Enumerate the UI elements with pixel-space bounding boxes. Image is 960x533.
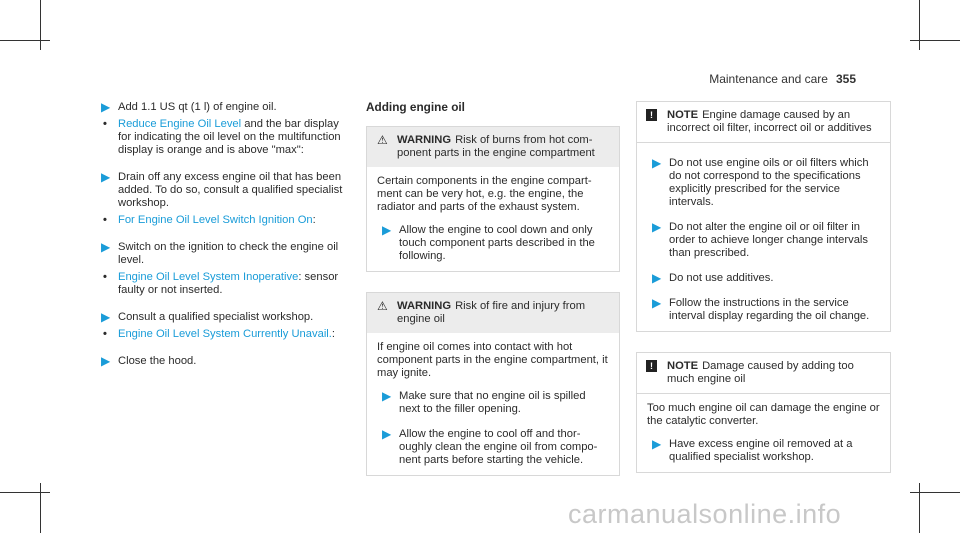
step: ▶ Make sure that no engine oil is spilled next to the filler opening. — [382, 389, 586, 415]
message-link[interactable]: Engine Oil Level System Currently Unavail. — [118, 328, 332, 340]
message-link[interactable]: For Engine Oil Level Switch Ignition On — [118, 214, 313, 226]
bullet-icon: • — [103, 328, 107, 340]
crop-mark — [40, 0, 41, 50]
crop-mark — [0, 40, 50, 41]
warning-box — [366, 292, 620, 476]
arrow-icon: ▶ — [652, 156, 662, 170]
arrow-icon: ▶ — [101, 310, 111, 324]
arrow-icon: ▶ — [652, 437, 662, 451]
note-icon: ! — [646, 360, 657, 372]
step: ▶ Do not use engine oils or oil filters which do not correspond to the specifications explicitly prescribed for the service intervals. — [652, 156, 869, 208]
watermark: carmanualsonline.info — [568, 499, 842, 529]
arrow-icon: ▶ — [101, 240, 111, 254]
warning-header: ⚠ WARNING Risk of burns from hot component parts in the engine compartment — [367, 127, 619, 167]
crop-mark — [919, 483, 920, 533]
warning-body: Certain components in the engine compartment can be very hot, e.g. the engine, the radiator and parts of the exhaust system. ▶ Allow the engine to cool down and only touch component parts described in the following. — [367, 167, 619, 271]
note-header: ! NOTE Damage caused by adding too much engine oil — [637, 353, 890, 393]
crop-mark — [40, 483, 41, 533]
bullet-icon: • — [103, 214, 107, 226]
warning-box — [366, 126, 620, 272]
page-number: 355 — [835, 72, 856, 86]
crop-mark — [910, 40, 960, 41]
warning-icon: ⚠ — [377, 133, 388, 147]
warning-icon: ⚠ — [377, 299, 388, 313]
warning-body: If engine oil comes into contact with hot component parts in the engine compartment, it may ignite. ▶ Make sure that no engine oil is spilled next to the filler opening. ▶ Allow the engine to cool off and thoroughly clean the engine oil from component parts before starting the vehicle. — [377, 341, 608, 466]
bullet-icon: • — [103, 271, 107, 283]
note-icon: ! — [646, 109, 657, 121]
arrow-icon: ▶ — [101, 100, 111, 114]
arrow-icon: ▶ — [652, 220, 662, 234]
step: ▶ Follow the instructions in the service interval display regarding the oil change. — [652, 296, 870, 322]
bullet: • Engine Oil Level System Inoperative: sensor faulty or not inserted. — [103, 271, 339, 296]
note-header: ! NOTE Engine damage caused by an incorrect oil filter, incorrect oil or additives — [637, 102, 890, 142]
section-title: Maintenance and care — [709, 72, 828, 86]
step: ▶ Do not alter the engine oil or oil filter in order to achieve longer change intervals than prescribed. — [652, 220, 869, 259]
bullet: • For Engine Oil Level Switch Ignition On: — [103, 214, 316, 226]
step: ▶ Do not use additives. — [652, 271, 774, 285]
column-1 — [96, 101, 352, 380]
bullet: • Reduce Engine Oil Level and the bar display for indicating the oil level on the multifunction display is orange and is above "max": — [103, 118, 341, 156]
step: ▶ Consult a qualified specialist workshop. — [101, 310, 314, 324]
arrow-icon: ▶ — [382, 389, 392, 403]
step: ▶ Allow the engine to cool down and only touch component parts described in the following. — [382, 223, 595, 262]
note-body — [637, 142, 890, 331]
crop-mark — [0, 492, 50, 493]
arrow-icon: ▶ — [652, 296, 662, 310]
column-2 — [366, 101, 620, 488]
step: ▶ Add 1.1 US qt (1 l) of engine oil. — [101, 100, 277, 114]
section-heading: Adding engine oil — [366, 100, 465, 114]
crop-mark — [919, 0, 920, 50]
warning-header: ⚠ WARNING Risk of fire and injury from engine oil — [367, 293, 619, 333]
step: ▶ Drain off any excess engine oil that has been added. To do so, consult a qualified specialist workshop. — [101, 170, 343, 209]
message-link[interactable]: Reduce Engine Oil Level — [118, 118, 242, 130]
column-3 — [636, 101, 891, 485]
note-box — [636, 352, 891, 473]
bullet-icon: • — [103, 118, 107, 130]
note-box — [636, 101, 891, 332]
arrow-icon: ▶ — [382, 427, 392, 441]
arrow-icon: ▶ — [101, 170, 111, 184]
note-body: Too much engine oil can damage the engine or the catalytic converter. ▶ Have excess engine oil removed at a qualified specialist workshop. — [637, 393, 890, 472]
step: ▶ Close the hood. — [101, 354, 197, 368]
arrow-icon: ▶ — [101, 354, 111, 368]
arrow-icon: ▶ — [382, 223, 392, 237]
page-header — [709, 72, 856, 86]
crop-mark — [910, 492, 960, 493]
step: ▶ Switch on the ignition to check the engine oil level. — [101, 240, 339, 266]
message-link[interactable]: Engine Oil Level System Inoperative — [118, 271, 299, 283]
step: ▶ Allow the engine to cool off and thoroughly clean the engine oil from component parts before starting the vehicle. — [382, 427, 598, 466]
arrow-icon: ▶ — [652, 271, 662, 285]
bullet: • Engine Oil Level System Currently Unavail.: — [103, 328, 336, 340]
step: ▶ Have excess engine oil removed at a qualified specialist workshop. — [652, 437, 853, 463]
